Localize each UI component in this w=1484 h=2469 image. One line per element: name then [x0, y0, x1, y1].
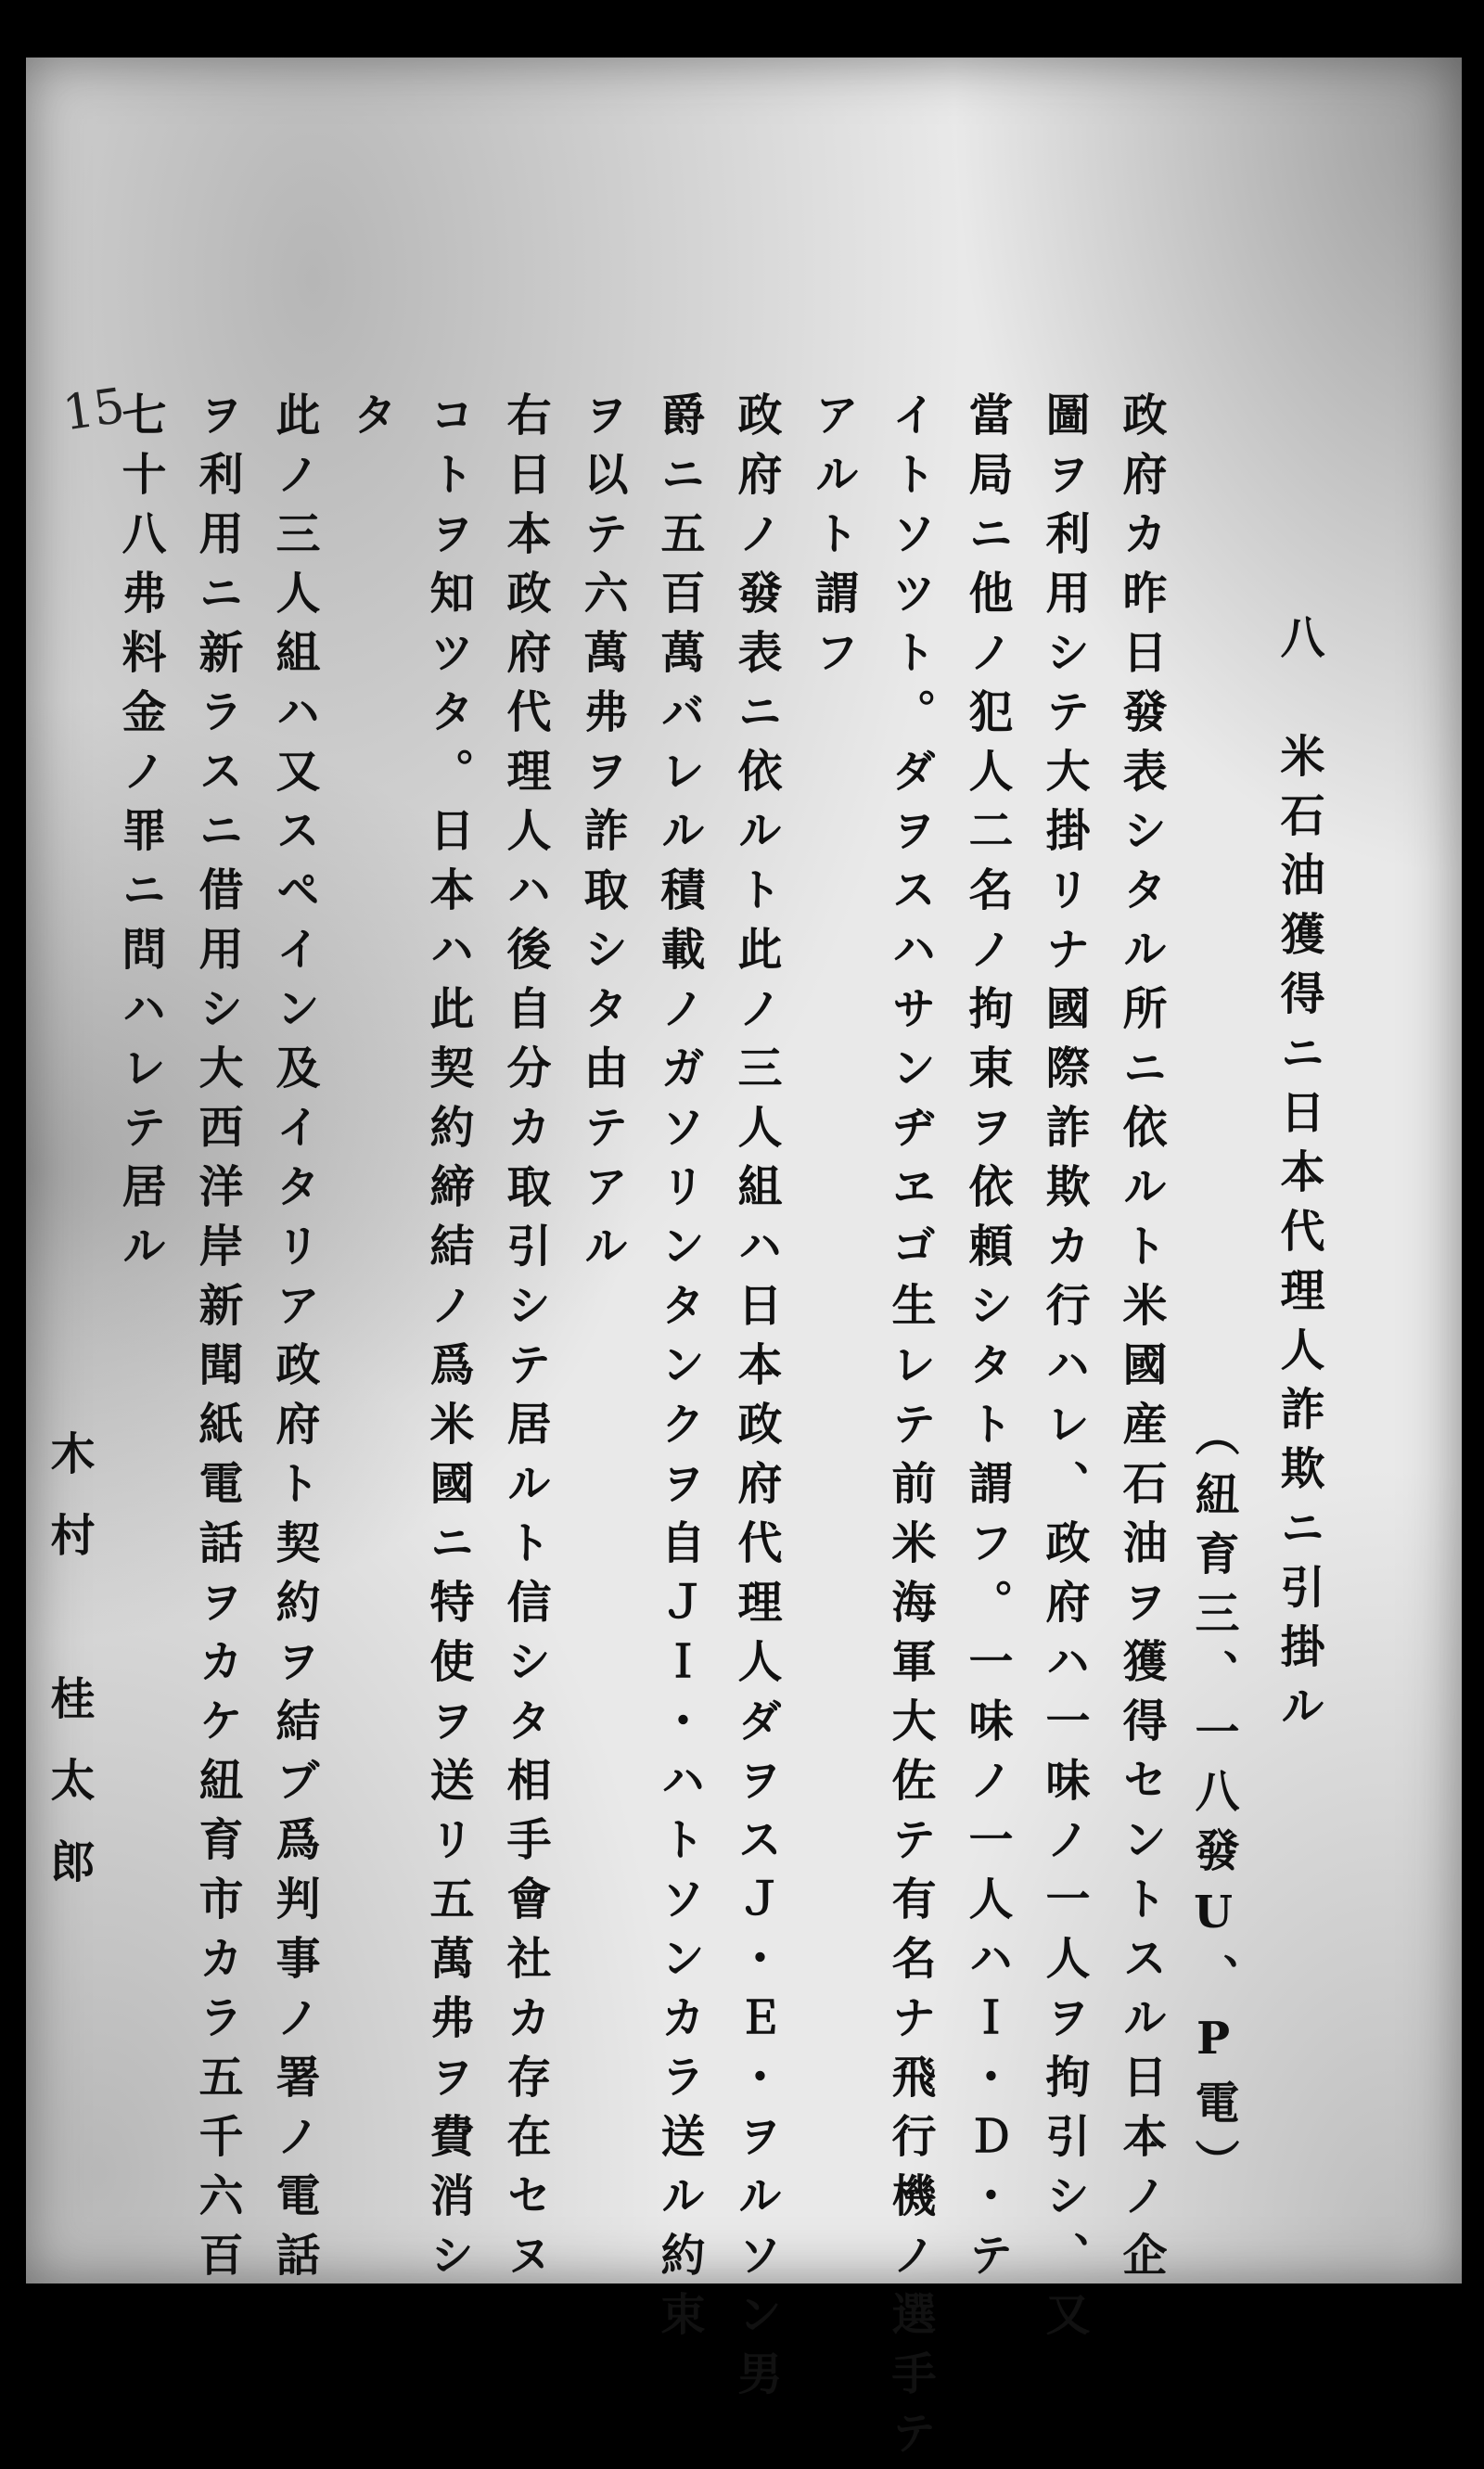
page-number: 15: [59, 377, 129, 442]
body-column: 圖ヲ利用シテ大掛リナ國際詐欺カ行ハレ、政府ハ一味ノ一人ヲ拘引シ、又: [1038, 391, 1090, 2350]
body-column: 右日本政府代理人ハ後自分カ取引シテ居ルト信シタ相手會社カ存在セヌ: [499, 391, 551, 2291]
source-note: （紐育三、一八發U、P電）: [1187, 1412, 1239, 2198]
body-column: アルト謂フ: [807, 391, 859, 688]
body-column: タ: [345, 391, 397, 451]
body-column: 爵ニ五百萬バレル積載ノガソリンタンクヲ自ＪＩ・ハトソンカラ送ル約束: [653, 391, 705, 2350]
body-column: ヲ利用ニ新ラスニ借用シ大西洋岸新聞紙電話ヲカケ紐育市カラ五千六百: [191, 391, 243, 2291]
body-column: イトソツト。ダヲスハサンヂヱゴ生レテ前米海軍大佐テ有名ナ飛行機ノ選手テ: [884, 391, 936, 2469]
body-column: 當局ニ他ノ犯人二名ノ拘束ヲ依頼シタト謂フ。一味ノ一人ハＩ・Ｄ・テ: [961, 391, 1013, 2291]
body-column: ヲ以テ六萬弗ヲ詐取シタ由テアル: [576, 391, 628, 1282]
signature: 木村 桂太郎: [43, 1430, 95, 1920]
body-column: 七十八弗料金ノ罪ニ問ハレテ居ル: [114, 391, 166, 1282]
body-column: 政府ノ發表ニ依ルト此ノ三人組ハ日本政府代理人ダヲスＪ・Ｅ・ヲルソン男: [730, 391, 782, 2410]
body-column: 政府カ昨日發表シタル所ニ依ルト米國産石油ヲ獲得セントスル日本ノ企: [1115, 391, 1167, 2291]
body-column: コトヲ知ツタ。日本ハ此契約締結ノ爲米國ニ特使ヲ送リ五萬弗ヲ費消シ: [422, 391, 474, 2291]
document-page: [26, 58, 1462, 2469]
document-title: 八 米石油獲得ニ日本代理人詐欺ニ引掛ル: [1273, 614, 1324, 1742]
body-column: 此ノ三人組ハ又スペイン及イタリア政府ト契約ヲ結ブ爲判事ノ署ノ電話: [268, 391, 320, 2291]
